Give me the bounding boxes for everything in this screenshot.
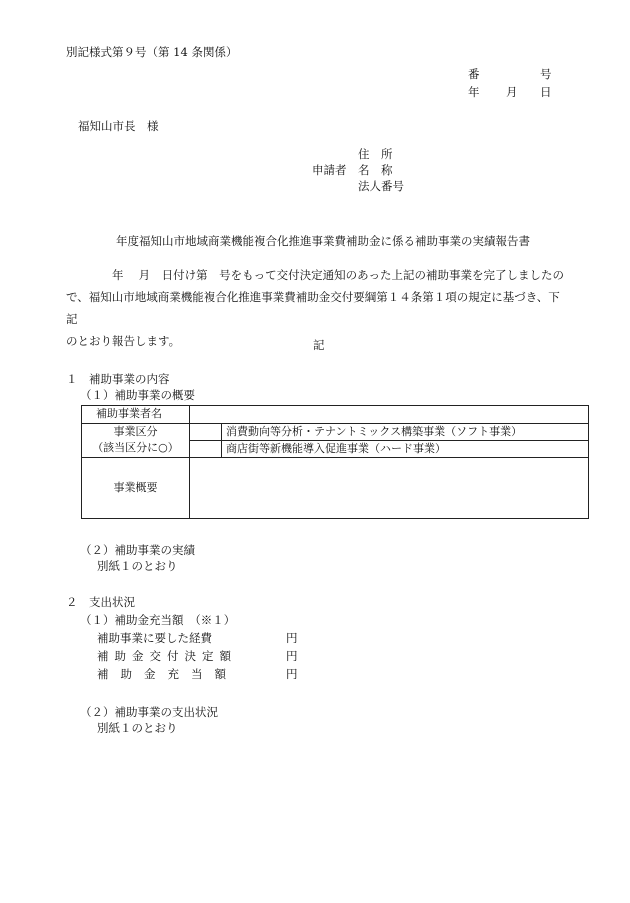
allocation-label: 補助金充当額 bbox=[97, 667, 238, 681]
category-soft-cell bbox=[222, 424, 589, 441]
section1-heading: １ 補助事業の内容 bbox=[66, 372, 170, 386]
category-soft-text: 消費動向等分析・テナントミックス構築事業（ソフト事業） bbox=[226, 424, 523, 438]
intro-line-2: で、福知山市地域商業機能複合化推進事業費補助金交付要綱第１４条第１項の規定に基づき、下記 bbox=[66, 290, 560, 326]
intro-line-1: 年 月 日付け第 号をもって交付決定通知のあった上記の補助事業を完了しましたの bbox=[66, 268, 565, 282]
project-overview-table bbox=[81, 405, 589, 519]
category-label: 事業区分 bbox=[113, 424, 158, 438]
date-day: 日 bbox=[540, 85, 552, 99]
operator-label-cell bbox=[82, 406, 190, 424]
expense-unit: 円 bbox=[286, 631, 298, 645]
section1-sub2-note: 別紙１のとおり bbox=[97, 559, 178, 573]
form-label: 別記様式第９号（第 14 条関係） bbox=[66, 45, 238, 59]
decision-unit: 円 bbox=[286, 649, 298, 663]
category-hint: （該当区分に○） bbox=[92, 441, 179, 455]
summary-label-cell bbox=[82, 458, 190, 519]
category-label-cell-2 bbox=[82, 441, 190, 458]
section2-sub2: （２）補助事業の支出状況 bbox=[80, 705, 218, 719]
date-year: 年 bbox=[468, 85, 480, 99]
section1-sub2: （２）補助事業の実績 bbox=[80, 543, 195, 557]
addressee: 福知山市長 様 bbox=[78, 119, 159, 133]
operator-label: 補助事業者名 bbox=[96, 407, 162, 421]
document-title: 年度福知山市地域商業機能複合化推進事業費補助金に係る補助事業の実績報告書 bbox=[116, 234, 530, 248]
allocation-unit: 円 bbox=[286, 667, 298, 681]
applicant-role: 申請者 bbox=[312, 163, 347, 177]
applicant-corp-number-label: 法人番号 bbox=[358, 179, 404, 193]
number-label-left: 番 bbox=[468, 67, 480, 81]
category-hard-cell bbox=[222, 441, 589, 458]
section2-sub1: （１）補助金充当額 （※１） bbox=[80, 613, 236, 627]
applicant-name-label: 名 称 bbox=[358, 163, 393, 177]
category-mark-hard[interactable] bbox=[190, 441, 222, 458]
intro-line-3: のとおり報告します。 bbox=[66, 334, 181, 348]
summary-value-cell[interactable] bbox=[190, 458, 589, 519]
applicant-address-label: 住 所 bbox=[358, 147, 393, 161]
section2-sub2-note: 別紙１のとおり bbox=[97, 721, 178, 735]
number-label-right: 号 bbox=[540, 67, 552, 81]
decision-label: 補助金交付決定額 bbox=[97, 649, 237, 663]
expense-label: 補助事業に要した経費 bbox=[97, 631, 212, 645]
category-hard-text: 商店街等新機能導入促進事業（ハード事業） bbox=[226, 441, 446, 455]
summary-label: 事業概要 bbox=[113, 480, 158, 494]
operator-value-cell[interactable] bbox=[190, 406, 589, 424]
category-mark-soft[interactable] bbox=[190, 424, 222, 441]
section1-sub1: （１）補助事業の概要 bbox=[80, 388, 195, 402]
date-month: 月 bbox=[506, 85, 518, 99]
ki-heading: 記 bbox=[313, 338, 325, 352]
category-label-cell-1 bbox=[82, 424, 190, 441]
section2-heading: ２ 支出状況 bbox=[66, 595, 135, 609]
